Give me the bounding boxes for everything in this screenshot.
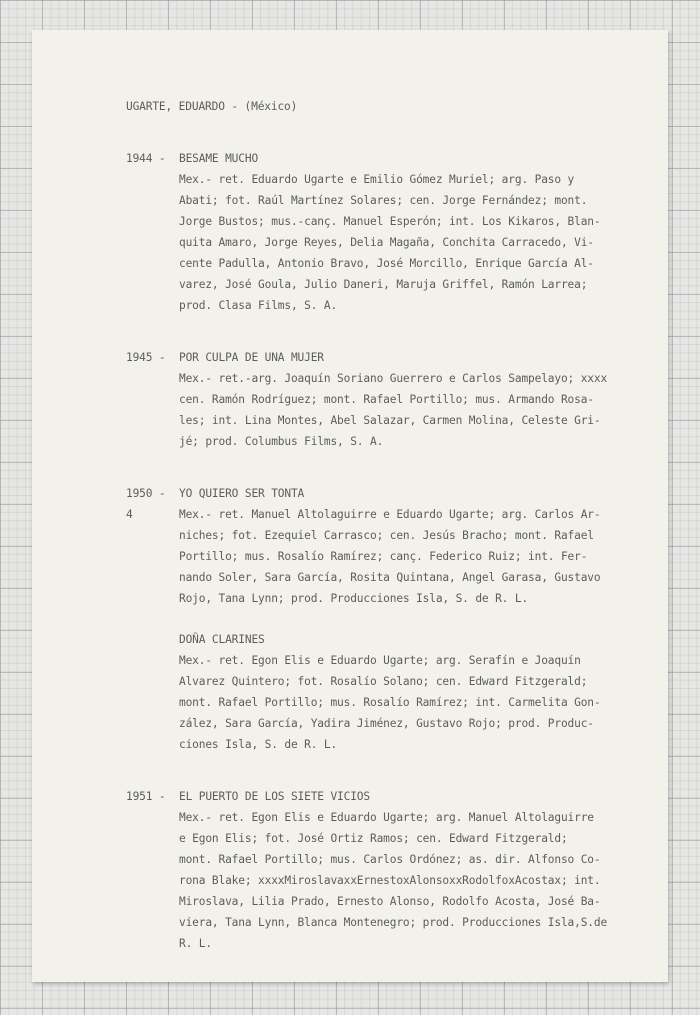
credits-line: mont. Rafael Portillo; mus. Rosalío Ramírez; int. Carmelita Gon- xyxy=(179,696,601,709)
film-credits xyxy=(179,368,607,452)
film-credits xyxy=(179,169,600,316)
credits-line: Abati; fot. Raúl Martínez Solares; cen. Jorge Fernández; mont. xyxy=(179,194,588,207)
credits-line: Miroslava, Lilia Prado, Ernesto Alonso, Rodolfo Acosta, José Ba- xyxy=(179,895,601,908)
entry-year: 1944 - xyxy=(126,152,166,165)
film-credits xyxy=(179,504,600,609)
margin-mark: 4 xyxy=(126,508,133,521)
credits-line: e Egon Elis; fot. José Ortiz Ramos; cen. Edward Fitzgerald; xyxy=(179,832,568,845)
credits-line: zález, Sara García, Yadira Jiménez, Gustavo Rojo; prod. Produc- xyxy=(179,717,594,730)
film-entry xyxy=(126,148,666,316)
credits-line: ciones Isla, S. de R. L. xyxy=(179,738,338,751)
film-title: YO QUIERO SER TONTA xyxy=(179,487,305,500)
margin-mark xyxy=(126,807,179,954)
credits-line: Jorge Bustos; mus.-canç. Manuel Esperón; int. Los Kikaros, Blan- xyxy=(179,215,601,228)
credits-line: mont. Rafael Portillo; mus. Carlos Ordónez; as. dir. Alfonso Co- xyxy=(179,853,601,866)
credits-line: varez, José Goula, Julio Daneri, Maruja Griffel, Ramón Larrea; xyxy=(179,278,588,291)
film-entry xyxy=(126,483,666,609)
credits-line: rona Blake; xxxxMiroslavaxxErnestoxAlonsoxxRodolfoxAcostax; int. xyxy=(179,874,601,887)
margin-mark xyxy=(126,169,179,316)
film-credits xyxy=(179,807,607,954)
film-entry xyxy=(126,786,666,954)
film-title: EL PUERTO DE LOS SIETE VICIOS xyxy=(179,790,370,803)
credits-line: Mex.- ret.-arg. Joaquín Soriano Guerrero e Carlos Sampelayo; xxxx xyxy=(179,372,608,385)
entry-year: 1951 - xyxy=(126,790,166,803)
credits-line: les; int. Lina Montes, Abel Salazar, Carmen Molina, Celeste Gri- xyxy=(179,414,601,427)
typed-page xyxy=(32,30,668,982)
document-header: UGARTE, EDUARDO - (México) xyxy=(126,100,298,113)
credits-line: cen. Ramón Rodríguez; mont. Rafael Portillo; mus. Armando Rosa- xyxy=(179,393,594,406)
credits-line: cente Padulla, Antonio Bravo, José Morcillo, Enrique García Al- xyxy=(179,257,594,270)
margin-mark xyxy=(126,368,179,452)
typed-text-block xyxy=(126,96,666,954)
film-entry xyxy=(126,629,666,755)
credits-line: Portillo; mus. Rosalío Ramírez; canç. Federico Ruiz; int. Fer- xyxy=(179,550,588,563)
credits-line: Mex.- ret. Manuel Altolaguirre e Eduardo Ugarte; arg. Carlos Ar- xyxy=(179,508,601,521)
credits-line: niches; fot. Ezequiel Carrasco; cen. Jesús Bracho; mont. Rafael xyxy=(179,529,594,542)
credits-line: quita Amaro, Jorge Reyes, Delia Magaña, Conchita Carracedo, Vi- xyxy=(179,236,594,249)
credits-line: Rojo, Tana Lynn; prod. Producciones Isla, S. de R. L. xyxy=(179,592,529,605)
film-title: DOÑA CLARINES xyxy=(179,633,265,646)
entry-year xyxy=(126,629,179,650)
credits-line: R. L. xyxy=(179,937,212,950)
credits-line: jé; prod. Columbus Films, S. A. xyxy=(179,435,384,448)
credits-line: nando Soler, Sara García, Rosita Quintana, Angel Garasa, Gustavo xyxy=(179,571,601,584)
credits-line: Mex.- ret. Eduardo Ugarte e Emilio Gómez Muriel; arg. Paso y xyxy=(179,173,575,186)
film-entry xyxy=(126,347,666,452)
film-title: POR CULPA DE UNA MUJER xyxy=(179,351,324,364)
entry-year: 1950 - xyxy=(126,487,166,500)
film-credits xyxy=(179,650,600,755)
credits-line: viera, Tana Lynn, Blanca Montenegro; prod. Producciones Isla,S.de xyxy=(179,916,608,929)
credits-line: Alvarez Quintero; fot. Rosalío Solano; cen. Edward Fitzgerald; xyxy=(179,675,588,688)
entry-year: 1945 - xyxy=(126,351,166,364)
credits-line: prod. Clasa Films, S. A. xyxy=(179,299,338,312)
credits-line: Mex.- ret. Egon Elis e Eduardo Ugarte; arg. Manuel Altolaguirre xyxy=(179,811,594,824)
credits-line: Mex.- ret. Egon Elis e Eduardo Ugarte; arg. Serafín e Joaquín xyxy=(179,654,581,667)
film-title: BESAME MUCHO xyxy=(179,152,259,165)
margin-mark xyxy=(126,650,179,755)
